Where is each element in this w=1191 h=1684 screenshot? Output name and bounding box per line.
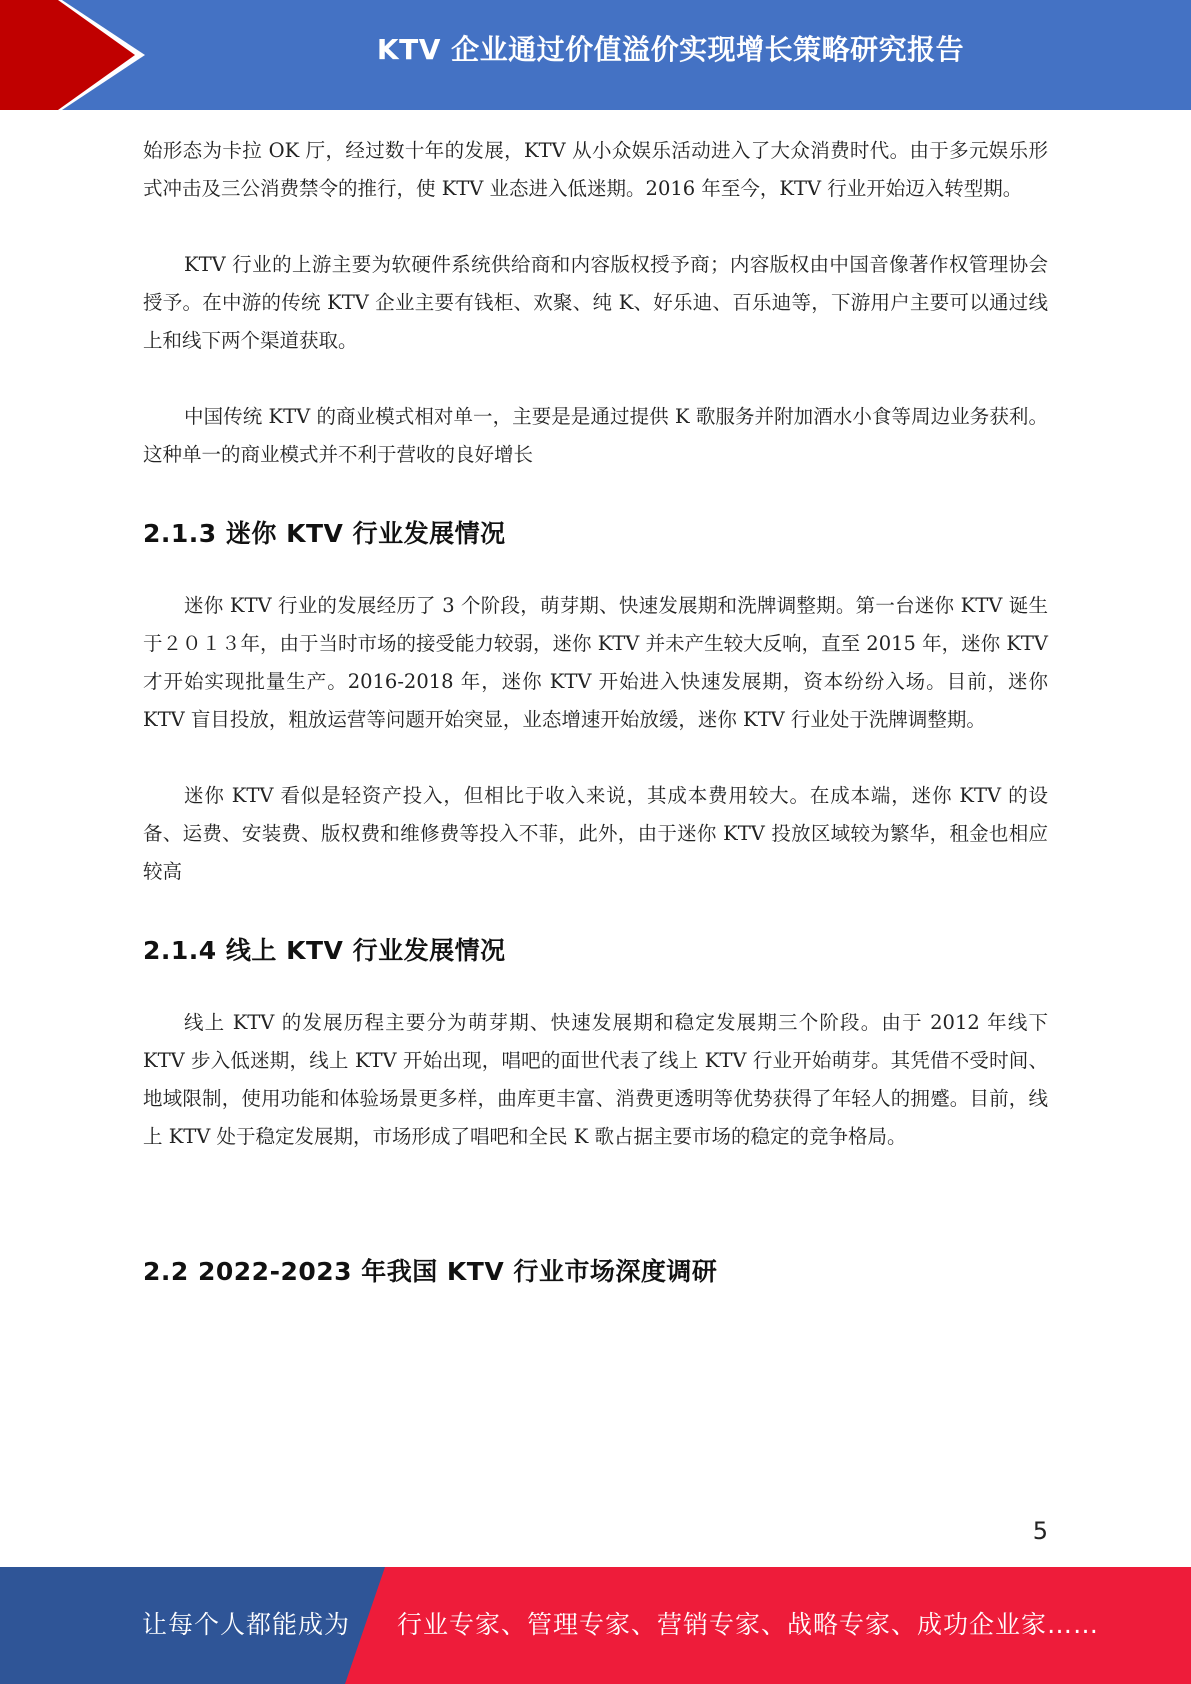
header-arrow-decoration bbox=[0, 0, 170, 110]
page-footer bbox=[0, 1567, 1191, 1684]
document-body bbox=[143, 132, 1048, 1288]
section-heading-2-1-4: 2.1.4 线上 KTV 行业发展情况 bbox=[143, 936, 506, 965]
paragraph: 始形态为卡拉 OK 厅，经过数十年的发展，KTV 从小众娱乐活动进入了大众消费时代。由于多元娱乐形式冲击及三公消费禁令的推行，使 KTV 业态进入低迷期。2016 年至今，KTV 行业开始迈入转型期。 bbox=[143, 139, 1048, 200]
footer-slogan-right: 行业专家、管理专家、营销专家、战略专家、成功企业家…… bbox=[397, 1610, 1100, 1639]
paragraph: 线上 KTV 的发展历程主要分为萌芽期、快速发展期和稳定发展期三个阶段。由于 2012 年线下 KTV 步入低迷期，线上 KTV 开始出现，唱吧的面世代表了线上 KTV 行业开始萌芽。其凭借不受时间、地域限制，使用功能和体验场景更多样，曲库更丰富、消费更透明等优势获得了年轻人的拥蹙。目前，线上 KTV 处于稳定发展期，市场形成了唱吧和全民 K 歌占据主要市场的稳定的竞争格局。 bbox=[143, 1011, 1048, 1148]
section-heading-2-2: 2.2 2022-2023 年我国 KTV 行业市场深度调研 bbox=[143, 1257, 718, 1286]
page-number: 5 bbox=[1032, 1517, 1048, 1545]
section-heading-2-1-3: 2.1.3 迷你 KTV 行业发展情况 bbox=[143, 519, 506, 548]
paragraph: 迷你 KTV 看似是轻资产投入，但相比于收入来说，其成本费用较大。在成本端，迷你 KTV 的设备、运费、安装费、版权费和维修费等投入不菲，此外，由于迷你 KTV 投放区域较为繁华，租金也相应较高 bbox=[143, 784, 1048, 883]
paragraph: 中国传统 KTV 的商业模式相对单一，主要是是通过提供 K 歌服务并附加酒水小食等周边业务获利。这种单一的商业模式并不利于营收的良好增长 bbox=[143, 405, 1048, 466]
paragraph: 迷你 KTV 行业的发展经历了 3 个阶段，萌芽期、快速发展期和洗牌调整期。第一台迷你 KTV 诞生于２０１３年，由于当时市场的接受能力较弱，迷你 KTV 并未产生较大反响，直至 2015 年，迷你 KTV 才开始实现批量生产。2016-2018 年，迷你 KTV 开始进入快速发展期，资本纷纷入场。目前，迷你 KTV 盲目投放，粗放运营等问题开始突显，业态增速开始放缓，迷你 KTV 行业处于洗牌调整期。 bbox=[143, 594, 1048, 731]
page-header bbox=[0, 0, 1191, 110]
footer-slogan-left: 让每个人都能成为 bbox=[142, 1610, 351, 1639]
header-title: KTV 企业通过价值溢价实现增长策略研究报告 bbox=[376, 33, 965, 66]
paragraph: KTV 行业的上游主要为软硬件系统供给商和内容版权授予商；内容版权由中国音像著作权管理协会授予。在中游的传统 KTV 企业主要有钱柜、欢聚、纯 K、好乐迪、百乐迪等，下游用户主要可以通过线上和线下两个渠道获取。 bbox=[143, 253, 1048, 352]
